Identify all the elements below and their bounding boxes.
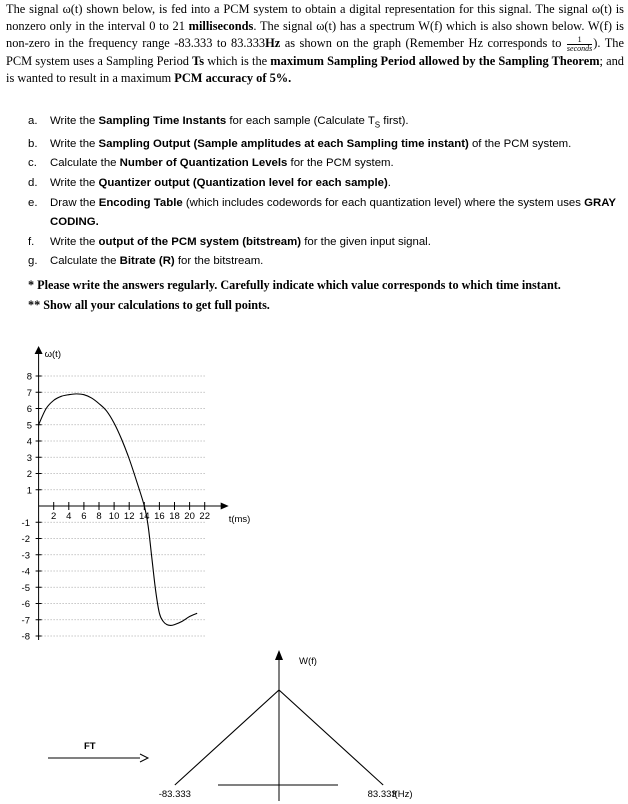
x-tick-label: 16	[154, 511, 165, 522]
x-tick-label: 14	[139, 511, 150, 522]
y-tick-label: -2	[21, 534, 30, 545]
note-2: ** Show all your calculations to get full points.	[28, 297, 270, 312]
ft-arrow-head	[140, 754, 148, 762]
task-text-part: for the PCM system.	[287, 157, 394, 170]
task-text-part: Sampling Output (Sample amplitudes at each Sampling time instant)	[98, 137, 469, 150]
y-tick-label: -4	[21, 566, 30, 578]
task-text-part: Write the	[50, 115, 99, 127]
x-tick-label: 2	[51, 511, 57, 522]
task-letter: e.	[28, 196, 38, 209]
task-text-part: Write the	[50, 177, 99, 190]
y-tick-label: 6	[26, 404, 32, 415]
intro-accuracy: PCM accuracy of 5%.	[174, 71, 292, 86]
y-tick-label: -5	[21, 582, 30, 594]
x-tick-label: 20	[184, 511, 195, 522]
y-axis-label: ω(t)	[44, 349, 61, 360]
task-text-part: Bitrate (R)	[119, 255, 175, 268]
fraction-denominator: seconds	[566, 44, 593, 54]
task-letter: g.	[28, 255, 38, 268]
task-letter: f.	[28, 235, 35, 248]
intro-milliseconds: milliseconds	[188, 19, 254, 34]
intro-ts: Ts	[192, 54, 205, 69]
y-axis-arrow	[35, 346, 43, 354]
x-tick-label: 4	[66, 511, 72, 522]
task-text-part: Encoding Table	[98, 196, 183, 209]
intro-text-3: as shown on the graph (Remember Hz corresponds to	[280, 36, 566, 51]
x-tick-label: 8	[96, 511, 102, 522]
y-tick-label: -7	[21, 615, 30, 627]
x-tick-label: 12	[123, 511, 135, 522]
task-text-part: Write the	[50, 235, 99, 248]
x-axis-label: t(ms)	[228, 514, 251, 525]
task-letter: c.	[28, 157, 37, 170]
task-text-part: for the given input signal.	[301, 235, 431, 248]
task-text-part: first).	[380, 115, 409, 127]
spectrum-label: W(f)	[299, 656, 317, 667]
task-text-part: Number of Quantization Levels	[119, 157, 288, 170]
y-tick-label: 8	[26, 371, 32, 383]
intro-text-5: which is the	[204, 54, 271, 69]
task-text-part: Sampling Time Instants	[98, 115, 227, 127]
spectrum-tick-label: 83.333	[367, 789, 397, 800]
task-text-part: output of the PCM system (bitstream)	[98, 235, 302, 248]
task-letter: a.	[28, 115, 38, 127]
y-tick-label: 2	[26, 469, 32, 480]
fraction-numerator: 1	[567, 36, 592, 45]
y-tick-label: -8	[21, 631, 30, 643]
y-tick-label: 3	[26, 452, 32, 464]
x-tick-label: 18	[169, 511, 180, 522]
y-tick-label: 5	[26, 420, 32, 432]
intro-max-sampling-period: maximum Sampling Period allowed by the Sampling Theorem	[270, 54, 600, 69]
y-tick-label: -6	[21, 599, 30, 610]
signal-curve	[39, 394, 198, 626]
task-text-part: for each sample (Calculate T	[226, 115, 375, 127]
x-tick-label: 6	[81, 511, 87, 522]
x-tick-label: 10	[108, 511, 120, 522]
spectrum-tick-label: -83.333	[158, 789, 191, 800]
task-text-part: for the bitstream.	[174, 255, 264, 268]
note-1: * Please write the answers regularly. Carefully indicate which value corresponds to which time instant.	[28, 278, 561, 292]
intro-text-6: ; and is wanted to result in a maximum	[6, 54, 625, 86]
task-text-part: .	[387, 177, 391, 190]
task-text-part: Quantizer output (Quantization level for each sample)	[98, 177, 388, 190]
x-axis-arrow	[221, 503, 229, 510]
task-text-part: Draw the	[50, 196, 99, 209]
y-tick-label: -3	[21, 550, 30, 562]
task-text-part: Write the	[50, 137, 99, 150]
ft-label: FT	[84, 741, 96, 752]
y-tick-label: 7	[26, 387, 32, 399]
intro-text-2: . The signal ω(t) has a spectrum W(f) which is also shown below. W(f) is non-zero in the frequency range -83.333 to 83.333	[6, 19, 624, 51]
task-text-part: of the PCM system.	[468, 137, 572, 150]
spectrum-y-arrow	[275, 650, 283, 660]
task-text-part: Calculate the	[50, 255, 120, 268]
task-letter: d.	[28, 177, 38, 190]
x-tick-label: 22	[199, 511, 210, 522]
task-text-part: (which includes codewords for each quantization level) where the system uses	[182, 196, 585, 209]
y-tick-label: 1	[26, 485, 32, 497]
intro-text-1: The signal ω(t) shown below, is fed into a PCM system to obtain a digital representation for this signal. The signal ω(t) is nonzero only in the interval 0 to 21	[6, 2, 624, 34]
intro-hz: Hz	[265, 36, 281, 51]
task-text-part: Calculate the	[50, 157, 120, 170]
spectrum-x-label: f(Hz)	[392, 789, 413, 800]
intro-text-4: ). The PCM system uses a Sampling Period	[6, 36, 624, 69]
task-text-part: GRAY CODING.	[50, 196, 616, 229]
y-tick-label: -1	[21, 517, 30, 529]
y-tick-label: 4	[26, 436, 32, 448]
task-text-part: S	[374, 120, 381, 130]
task-letter: b.	[28, 137, 38, 150]
